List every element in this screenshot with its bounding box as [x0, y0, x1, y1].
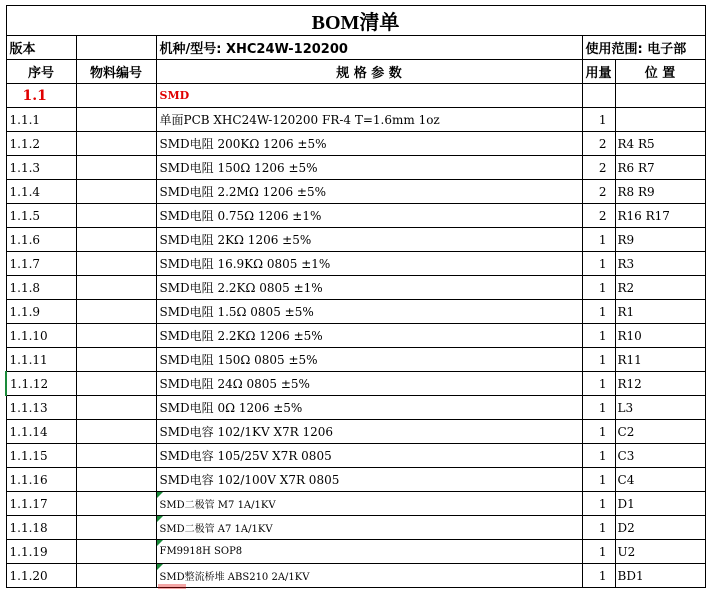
row-material[interactable] — [76, 492, 156, 516]
scope-label[interactable]: 使用范围: 电子部 — [582, 36, 705, 60]
table-row — [6, 228, 705, 252]
row-qty[interactable]: 1 — [582, 420, 615, 444]
row-position[interactable]: R2 — [615, 276, 705, 300]
row-material[interactable] — [76, 540, 156, 564]
header-qty[interactable]: 用量 — [582, 60, 615, 84]
row-spec[interactable]: SMD电阻 2.2KΩ 1206 ±5% — [156, 324, 582, 348]
row-qty[interactable]: 1 — [582, 564, 615, 588]
row-qty[interactable]: 1 — [582, 348, 615, 372]
row-position[interactable]: R9 — [615, 228, 705, 252]
section-spec[interactable]: SMD — [156, 84, 582, 108]
row-number[interactable]: 1.1.16 — [6, 468, 76, 492]
header-spec[interactable]: 规 格 参 数 — [156, 60, 582, 84]
row-qty[interactable]: 1 — [582, 444, 615, 468]
bom-table — [5, 5, 706, 588]
row-material[interactable] — [76, 516, 156, 540]
row-position[interactable]: R6 R7 — [615, 156, 705, 180]
section-material[interactable] — [76, 84, 156, 108]
row-spec[interactable]: FM9918H SOP8 — [156, 540, 582, 564]
row-material[interactable] — [76, 228, 156, 252]
row-material[interactable] — [76, 108, 156, 132]
header-no[interactable]: 序号 — [6, 60, 76, 84]
row-material[interactable] — [76, 444, 156, 468]
row-position[interactable]: D1 — [615, 492, 705, 516]
table-row — [6, 420, 705, 444]
row-position[interactable]: L3 — [615, 396, 705, 420]
row-spec[interactable]: SMD二极管 M7 1A/1KV — [156, 492, 582, 516]
row-qty[interactable]: 1 — [582, 372, 615, 396]
row-number[interactable]: 1.1.13 — [6, 396, 76, 420]
row-position[interactable]: C2 — [615, 420, 705, 444]
row-qty[interactable]: 1 — [582, 492, 615, 516]
row-material[interactable] — [76, 348, 156, 372]
row-number[interactable]: 1.1.9 — [6, 300, 76, 324]
info-row — [6, 36, 705, 60]
table-row — [6, 180, 705, 204]
table-row — [6, 492, 705, 516]
row-material[interactable] — [76, 204, 156, 228]
row-position[interactable]: R8 R9 — [615, 180, 705, 204]
row-number[interactable]: 1.1.17 — [6, 492, 76, 516]
row-material[interactable] — [76, 396, 156, 420]
model-label[interactable]: 机种/型号: XHC24W-120200 — [156, 36, 582, 60]
table-row — [6, 252, 705, 276]
row-number[interactable]: 1.1.8 — [6, 276, 76, 300]
row-position[interactable]: R12 — [615, 372, 705, 396]
row-qty[interactable]: 1 — [582, 108, 615, 132]
row-number[interactable]: 1.1.5 — [6, 204, 76, 228]
row-position[interactable]: R11 — [615, 348, 705, 372]
row-position[interactable]: U2 — [615, 540, 705, 564]
row-spec[interactable]: SMD电容 105/25V X7R 0805 — [156, 444, 582, 468]
row-material[interactable] — [76, 372, 156, 396]
row-qty[interactable]: 1 — [582, 468, 615, 492]
table-row — [6, 204, 705, 228]
row-position[interactable]: D2 — [615, 516, 705, 540]
row-qty[interactable]: 1 — [582, 300, 615, 324]
table-row — [6, 372, 705, 396]
table-row — [6, 348, 705, 372]
row-spec[interactable]: SMD电阻 24Ω 0805 ±5% — [156, 372, 582, 396]
table-row — [6, 444, 705, 468]
row-spec[interactable]: SMD电阻 150Ω 0805 ±5% — [156, 348, 582, 372]
row-spec[interactable]: SMD电阻 1.5Ω 0805 ±5% — [156, 300, 582, 324]
row-qty[interactable]: 1 — [582, 276, 615, 300]
version-value[interactable] — [76, 36, 156, 60]
row-number[interactable]: 1.1.7 — [6, 252, 76, 276]
row-qty[interactable]: 1 — [582, 540, 615, 564]
row-material[interactable] — [76, 420, 156, 444]
table-row — [6, 324, 705, 348]
table-row — [6, 132, 705, 156]
section-qty[interactable] — [582, 84, 615, 108]
row-qty[interactable]: 2 — [582, 180, 615, 204]
row-number[interactable]: 1.1.2 — [6, 132, 76, 156]
row-spec[interactable]: SMD电容 102/1KV X7R 1206 — [156, 420, 582, 444]
row-spec[interactable]: SMD整流桥堆 ABS210 2A/1KV — [156, 564, 582, 588]
row-number[interactable]: 1.1.15 — [6, 444, 76, 468]
row-spec[interactable]: SMD电阻 200KΩ 1206 ±5% — [156, 132, 582, 156]
row-position[interactable]: R4 R5 — [615, 132, 705, 156]
row-position[interactable]: C4 — [615, 468, 705, 492]
row-spec[interactable]: SMD电阻 150Ω 1206 ±5% — [156, 156, 582, 180]
table-row — [6, 108, 705, 132]
row-position[interactable]: R16 R17 — [615, 204, 705, 228]
row-qty[interactable]: 2 — [582, 204, 615, 228]
section-pos[interactable] — [615, 84, 705, 108]
row-spec[interactable]: SMD电阻 16.9KΩ 0805 ±1% — [156, 252, 582, 276]
table-row — [6, 300, 705, 324]
row-number[interactable]: 1.1.18 — [6, 516, 76, 540]
row-spec[interactable]: SMD电阻 2KΩ 1206 ±5% — [156, 228, 582, 252]
next-section-partial — [158, 584, 186, 589]
row-number[interactable]: 1.1.14 — [6, 420, 76, 444]
row-qty[interactable]: 1 — [582, 228, 615, 252]
row-spec[interactable]: SMD电容 102/100V X7R 0805 — [156, 468, 582, 492]
row-material[interactable] — [76, 180, 156, 204]
row-material[interactable] — [76, 564, 156, 588]
row-number[interactable]: 1.1.19 — [6, 540, 76, 564]
row-spec[interactable]: SMD二极管 A7 1A/1KV — [156, 516, 582, 540]
table-row — [6, 468, 705, 492]
row-material[interactable] — [76, 468, 156, 492]
sheet-title[interactable]: BOM清单 — [6, 6, 705, 36]
row-material[interactable] — [76, 156, 156, 180]
row-material[interactable] — [76, 252, 156, 276]
row-position[interactable]: C3 — [615, 444, 705, 468]
row-position[interactable]: R1 — [615, 300, 705, 324]
row-spec[interactable]: 单面PCB XHC24W-120200 FR-4 T=1.6mm 1oz — [156, 108, 582, 132]
row-material[interactable] — [76, 276, 156, 300]
row-qty[interactable]: 1 — [582, 396, 615, 420]
section-row — [6, 84, 705, 108]
row-number[interactable]: 1.1.1 — [6, 108, 76, 132]
row-number[interactable]: 1.1.11 — [6, 348, 76, 372]
row-spec[interactable]: SMD电阻 0Ω 1206 ±5% — [156, 396, 582, 420]
table-row — [6, 396, 705, 420]
header-pos[interactable]: 位 置 — [615, 60, 705, 84]
header-material[interactable]: 物料编号 — [76, 60, 156, 84]
row-number[interactable]: 1.1.6 — [6, 228, 76, 252]
table-row — [6, 516, 705, 540]
row-number[interactable]: 1.1.10 — [6, 324, 76, 348]
row-position[interactable]: BD1 — [615, 564, 705, 588]
row-qty[interactable]: 2 — [582, 156, 615, 180]
row-material[interactable] — [76, 300, 156, 324]
row-qty[interactable]: 1 — [582, 516, 615, 540]
row-spec[interactable]: SMD电阻 0.75Ω 1206 ±1% — [156, 204, 582, 228]
row-position[interactable]: R3 — [615, 252, 705, 276]
version-label[interactable]: 版本 — [6, 36, 76, 60]
section-number[interactable]: 1.1 — [6, 84, 76, 108]
row-qty[interactable]: 1 — [582, 324, 615, 348]
row-spec[interactable]: SMD电阻 2.2MΩ 1206 ±5% — [156, 180, 582, 204]
row-number[interactable]: 1.1.3 — [6, 156, 76, 180]
row-material[interactable] — [76, 324, 156, 348]
row-spec[interactable]: SMD电阻 2.2KΩ 0805 ±1% — [156, 276, 582, 300]
row-qty[interactable]: 2 — [582, 132, 615, 156]
row-position[interactable]: R10 — [615, 324, 705, 348]
row-number[interactable]: 1.1.20 — [6, 564, 76, 588]
table-row — [6, 540, 705, 564]
row-number[interactable]: 1.1.12 — [6, 372, 76, 396]
table-row — [6, 156, 705, 180]
title-row — [6, 6, 705, 36]
row-number[interactable]: 1.1.4 — [6, 180, 76, 204]
header-row — [6, 60, 705, 84]
row-position[interactable] — [615, 108, 705, 132]
row-material[interactable] — [76, 132, 156, 156]
table-row — [6, 564, 705, 588]
table-row — [6, 276, 705, 300]
row-qty[interactable]: 1 — [582, 252, 615, 276]
